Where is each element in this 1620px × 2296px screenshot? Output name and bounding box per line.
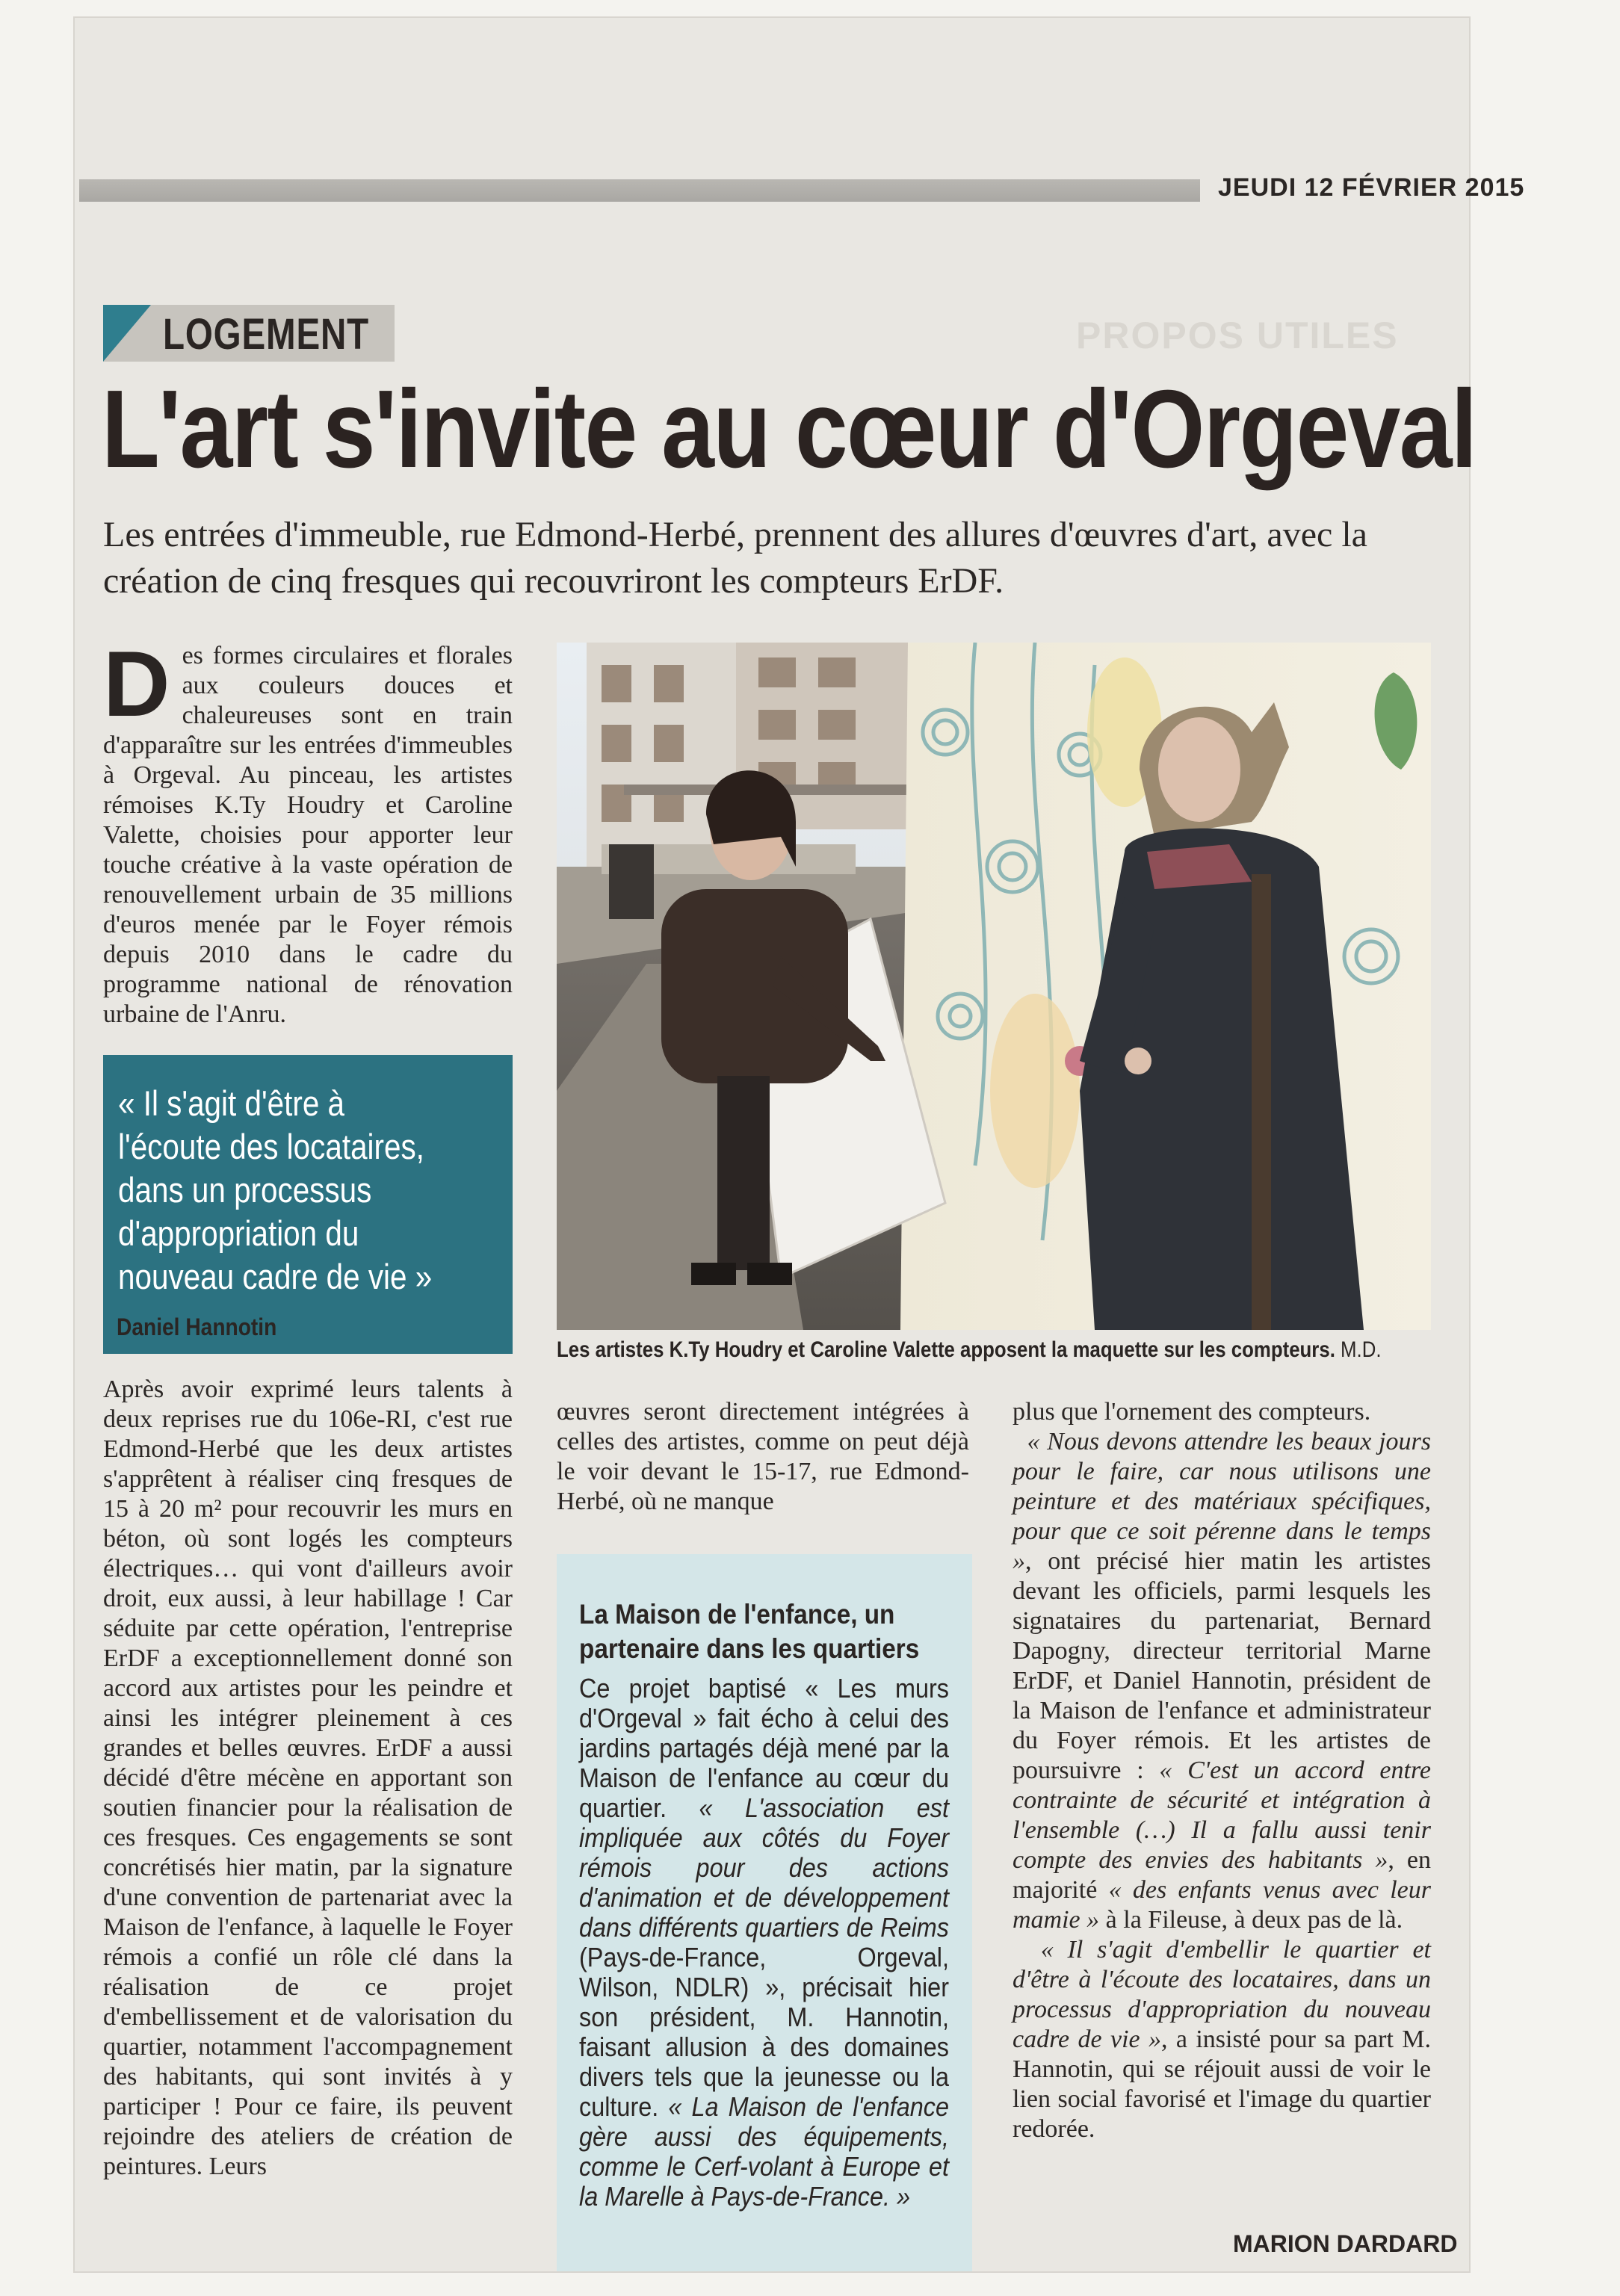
pull-quote [118,1082,452,1306]
section-label: LOGEMENT [163,310,370,359]
sidebar-title: La Maison de l'enfance, un partenaire dans les quartiers [579,1599,920,1664]
body-text: plus que l'ornement des compteurs. [1012,1398,1371,1426]
sidebar-quote: « La Maison de l'enfance gère aussi des équipements, comme le Cerf-volant à Europe et la Marelle à Pays-de-France. » [579,2091,949,2212]
pull-quote-line: d'appropriation du [118,1213,359,1253]
byline: MARION DARDARD [1233,2230,1458,2257]
sidebar-text: (Pays-de-France, Orgeval, Wilson, NDLR) », précisait hier son président, M. Hannotin, faisant allusion à des domaines divers tels que la jeunesse ou la culture. [579,1942,949,2122]
body-column-2: œuvres seront directement intégrées à celles des artistes, comme on peut déjà le voir devant le 15-17, rue Edmond-Herbé, où ne manque [557,1398,969,1515]
body-text: à la Fileuse, à deux pas de là. [1105,1906,1403,1934]
body-column-3 [1012,1397,1431,2227]
rubric-flag-icon [103,305,151,362]
body-quote: « Il s'agit d'embellir le quartier et d'être à l'écoute des locataires, dans un processus d'appropriation du nouveau cadre de vie » [1012,1936,1431,2053]
pull-quote-line: nouveau cadre de vie » [118,1257,433,1296]
body-column-1: Après avoir exprimé leurs talents à deux reprises rue du 106e-RI, c'est rue Edmond-Herbé que les deux artistes s'apprêtent à réaliser cinq fresques de 15 à 20 m² pour recouvrir les murs en béton, où sont logés les compteurs électriques… qui vont d'ailleurs avoir droit, eux aussi, à leur habillage ! Car séduite par cette opération, l'entreprise ErDF a exceptionnellement donné son accord aux artistes pour les peindre et ainsi les intégrer pleinement à ces grandes et belles œuvres. ErDF a aussi décidé d'être mécène en apportant son soutien financier pour la réalisation de ces fresques. Ces engagements se sont concrétisés hier matin, par la signature d'une convention de partenariat avec la Maison de l'enfance, à laquelle le Foyer rémois a confié un rôle clé dans la réalisation de ce projet d'embellissement et de valorisation du quartier, notamment l'accompagnement des habitants, qui sont invités à y participer ! Pour ce faire, ils peuvent rejoindre des ateliers de création de peintures. Leurs [103,1376,513,2180]
pull-quote-line: l'écoute des locataires, [118,1127,424,1166]
body-quote: « Nous devons attendre les beaux jours pour le faire, car nous utilisons une peinture et des matériaux spécifiques, pour que ce soit pérenne dans le temps » [1012,1428,1432,1575]
sidebar-body [579,1674,949,2264]
pull-quote-line: « Il s'agit d'être à [118,1083,345,1123]
photo-credit: M.D. [1341,1337,1382,1362]
sidebar-text: Ce projet baptisé « Les murs d'Orgeval » fait écho à celui des jardins partagés déjà mené par la Maison de l'enfance au cœur du quartier. [579,1673,949,1823]
bleed-through-text: PROPOS UTILES [1076,315,1399,356]
body-quote: « des enfants venus avec leur mamie » [1012,1876,1432,1934]
pull-quote-line: dans un processus [118,1170,372,1210]
body-text: , a insisté pour sa part M. Hannotin, qui se réjouit aussi de voir le lien social favorisé et l'image du quartier redorée. [1012,2026,1432,2143]
body-text: , en majorité [1012,1846,1431,1904]
headline: L'art s'invite au cœur d'Orgeval [102,368,1477,491]
deck: Les entrées d'immeuble, rue Edmond-Herbé, prennent des allures d'œuvres d'art, avec la création de cinq fresques qui recouvriront les compteurs ErDF. [103,515,1367,601]
photo-illustration [557,643,1431,1330]
issue-date: JEUDI 12 FÉVRIER 2015 [1218,173,1525,202]
header-rule [79,179,1200,202]
drop-cap: D [103,633,170,736]
lead-paragraph [103,633,513,1030]
body-quote: « C'est un accord entre contrainte de sécurité et intégration à l'ensemble (…) Il a fallu aussi tenir compte des envies des habitants » [1012,1757,1432,1874]
pull-quote-author: Daniel Hannotin [117,1313,277,1340]
photo-caption [557,1337,1382,1370]
sidebar-quote: « L'association est impliquée aux côtés du Foyer rémois pour des actions d'animation et de développement dans différents quartiers de Reims [579,1792,949,1943]
article-photo [557,643,1431,1330]
caption-text: Les artistes K.Ty Houdry et Caroline Valette apposent la maquette sur les compteurs. [557,1337,1335,1362]
lead-text: es formes circulaires et florales aux couleurs douces et chaleureuses sont en train d'apparaître sur les entrées d'immeubles à Orgeval. Au pinceau, les artistes rémoises K.Ty Houdry et Caroline Valette, choisies pour apporter leur touche créative à la vaste opération de renouvellement urbain de 35 millions d'euros menée par le Foyer rémois depuis 2010 dans le cadre du programme national de rénovation urbaine de l'Anru. [103,642,513,1028]
body-text: , ont précisé hier matin les artistes devant les officiels, parmi lesquels les signataires du partenariat, Bernard Dapogny, directeur territorial Marne ErDF, et Daniel Hannotin, président de la Maison de l'enfance et administrateur du Foyer rémois. Et les artistes de poursuivre : [1012,1547,1431,1784]
